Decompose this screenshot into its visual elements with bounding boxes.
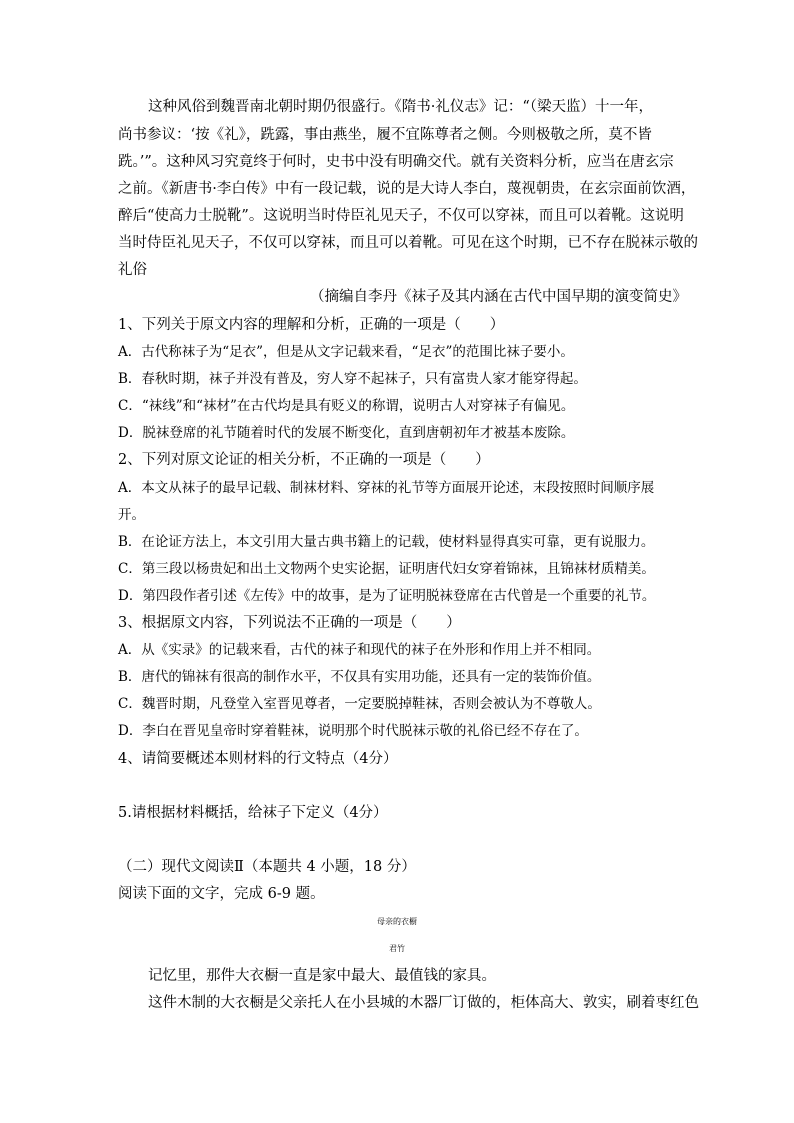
section-2-heading: （二）现代文阅读Ⅱ（本题共 4 小题，18 分） — [118, 859, 416, 875]
question-3-option-d: D．李白在晋见皇帝时穿着鞋袜，说明那个时代脱袜示敬的礼俗已经不存在了。 — [118, 723, 588, 739]
question-2-option-d: D．第四段作者引述《左传》中的故事，是为了证明脱袜登席在古代曾是一个重要的礼节。 — [118, 588, 656, 604]
question-5-stem: 5.请根据材料概括，给袜子下定义（4分） — [118, 805, 388, 821]
source-citation: （摘编自李丹《袜子及其内涵在古代中国早期的演变简史》 — [310, 289, 687, 305]
question-1-option-b: B．春秋时期，袜子并没有普及，穷人穿不起袜子，只有富贵人家才能穿得起。 — [118, 371, 587, 387]
question-3-option-b: B．唐代的锦袜有很高的制作水平，不仅具有实用功能，还具有一定的装饰价值。 — [118, 669, 601, 685]
question-1-option-d: D．脱袜登席的礼节随着时代的发展不断变化，直到唐朝初年才被基本废除。 — [118, 425, 575, 441]
passage-line: 尚书参议：‘按《礼》，跣露，事由燕坐，履不宜陈尊者之侧。今则极敬之所，莫不皆 — [118, 127, 652, 143]
question-3-option-a: A．从《实录》的记载来看，古代的袜子和现代的袜子在外形和作用上并不相同。 — [118, 642, 601, 658]
section-2-instruction: 阅读下面的文字，完成 6-9 题。 — [118, 886, 325, 902]
question-2-option-a-cont: 开。 — [118, 507, 145, 523]
article-author: 君竹 — [389, 944, 405, 953]
passage-line: 礼俗 — [118, 262, 147, 278]
question-3-option-c: C．魏晋时期，凡登堂入室晋见尊者，一定要脱掉鞋袜，否则会被认为不尊敬人。 — [118, 696, 601, 712]
passage-line: 跣。’”。这种风习究竟终于何时，史书中没有明确交代。就有关资料分析，应当在唐玄宗 — [118, 154, 674, 170]
question-2-stem: 2、下列对原文论证的相关分析，不正确的一项是（ ） — [118, 452, 490, 468]
passage-line: 之前。《新唐书·李白传》中有一段记载，说的是大诗人李白，蔑视朝贵，在玄宗面前饮酒， — [118, 181, 696, 197]
question-2-option-c: C．第三段以杨贵妃和出土文物两个史实论据，证明唐代妇女穿着锦袜，且锦袜材质精美。 — [118, 561, 655, 577]
passage-line: 这种风俗到魏晋南北朝时期仍很盛行。《隋书·礼仪志》记：“（梁天监）十一年， — [148, 99, 654, 115]
question-3-stem: 3、根据原文内容，下列说法不正确的一项是（ ） — [118, 615, 461, 631]
question-1-option-a: A．古代称袜子为“足衣”，但是从文字记载来看，“足衣”的范围比袜子要小。 — [118, 344, 574, 360]
question-4-stem: 4、请简要概述本则材料的行文特点（4分） — [118, 751, 398, 767]
article-paragraph: 这件木制的大衣橱是父亲托人在小县城的木器厂订做的，柜体高大、敦实，刷着枣红色 — [148, 995, 699, 1011]
article-paragraph: 记忆里，那件大衣橱一直是家中最大、最值钱的家具。 — [148, 968, 496, 984]
passage-line: 当时侍臣礼见天子，不仅可以穿袜，而且可以着靴。可见在这个时期，已不存在脱袜示敬的 — [118, 235, 698, 251]
article-title: 母亲的衣橱 — [377, 917, 417, 926]
question-1-option-c: C．“袜线”和“袜材”在古代均是具有贬义的称谓，说明古人对穿袜子有偏见。 — [118, 398, 575, 414]
question-2-option-b: B．在论证方法上，本文引用大量古典书籍上的记载，使材料显得真实可靠，更有说服力。 — [118, 534, 655, 550]
passage-line: 醉后“使高力士脱靴”。这说明当时侍臣礼见天子，不仅可以穿袜，而且可以着靴。这说明 — [118, 208, 684, 224]
question-1-stem: 1、下列关于原文内容的理解和分析，正确的一项是（ ） — [118, 317, 505, 333]
question-2-option-a: A．本文从袜子的最早记载、制袜材料、穿袜的礼节等方面展开论述，末段按照时间顺序展 — [118, 480, 655, 496]
